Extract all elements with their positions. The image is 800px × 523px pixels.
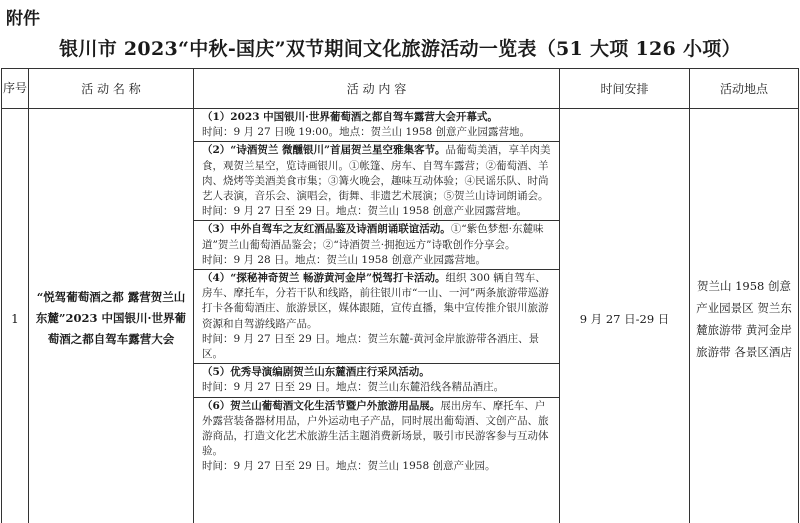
item-heading: （1）2023 中国银川·世界葡萄酒之都自驾车露营大会开幕式。	[202, 111, 498, 123]
activity-name: “悦驾葡萄酒之都 露营贺兰山东麓”2023 中国银川·世界葡萄酒之都自驾车露营大会	[29, 109, 194, 523]
item-description: ①“紫色梦想·东麓味道”贺兰山葡萄酒品鉴会；②“诗酒贺兰·拥抱远方”诗歌创作分享会。	[202, 223, 544, 251]
item-heading: （5）优秀导演编剧贺兰山东麓酒庄行采风活动。	[202, 366, 430, 379]
header-name: 活 动 名 称	[29, 69, 194, 109]
item-schedule: 时间：9 月 28 日。地点：贺兰山 1958 创意产业园露营地。	[202, 253, 486, 266]
table-row	[2, 109, 799, 523]
item-schedule: 时间：9 月 27 日至 29 日。地点：贺兰山 1958 创意产业园。	[202, 460, 496, 473]
activity-table	[1, 68, 799, 523]
activity-time: 9 月 27 日-29 日	[560, 109, 690, 523]
item-heading: （2）“诗酒贺兰 微醺银川”首届贺兰星空雅集客节。	[202, 144, 446, 157]
content-item	[194, 109, 559, 142]
content-item	[194, 364, 559, 397]
item-schedule: 时间：9 月 27 日至 29 日。地点：贺兰东麓-黄河金岸旅游带各酒庄、景区。	[202, 332, 540, 361]
item-heading: （4）“探秘神奇贺兰 畅游黄河金岸”悦驾打卡活动。	[202, 272, 446, 285]
item-heading: （6）贺兰山葡萄酒文化生活节暨户外旅游用品展。	[202, 399, 441, 412]
item-schedule: 时间：9 月 27 日晚 19:00。地点：贺兰山 1958 创意产业园露营地。	[202, 126, 531, 139]
content-item	[194, 270, 559, 364]
content-item	[194, 398, 559, 476]
header-no: 序号	[2, 69, 29, 109]
content-item	[194, 142, 559, 221]
header-content: 活 动 内 容	[194, 69, 560, 109]
document-title: 银川市 2023“中秋-国庆”双节期间文化旅游活动一览表（51 大项 126 小项）	[59, 38, 741, 60]
activity-place: 贺兰山 1958 创意产业园景区 贺兰东麓旅游带 黄河金岸旅游带 各景区酒店	[690, 109, 799, 523]
item-description: 展出房车、摩托车、户外露营装备器材用品，户外运动电子产品，同时展出葡萄酒、文创产品、旅游商品，打造文化艺术旅游生活主题消费新场景，吸引市民游客参与互动体验。	[202, 399, 549, 458]
row-number: 1	[2, 109, 29, 523]
table-header-row	[2, 69, 799, 109]
item-schedule: 时间：9 月 27 日至 29 日。地点：贺兰山东麓沿线各精品酒庄。	[202, 381, 505, 394]
content-item	[194, 221, 559, 270]
activity-content	[194, 109, 560, 523]
item-description: 组织 300 辆自驾车、房车、摩托车，分若干队和线路，前往银川市“一山、一河”两条旅游带巡游打卡各葡萄酒庄、旅游景区，媒体跟随，宣传直播，集中宣传推介银川旅游资源和自驾游线路产品。	[202, 272, 549, 330]
attachment-label: 附件	[6, 9, 40, 29]
header-place: 活动地点	[690, 69, 799, 109]
item-description: 品葡萄美酒，享羊肉美食，观贺兰星空，览诗画银川。①帐篷、房车、自驾车露营；②葡萄酒、羊肉、烧烤等美酒美食市集；③篝火晚会，趣味互动体验；④民谣乐队、时尚艺人表演，音乐会、演唱会，街舞、非遗艺术展演；⑤贺兰山诗词朗诵会。	[202, 144, 551, 203]
item-heading: （3）中外自驾车之友红酒品鉴及诗酒朗诵联谊活动。	[202, 223, 451, 236]
header-time: 时间安排	[560, 69, 690, 109]
item-schedule: 时间：9 月 27 日至 29 日。地点：贺兰山 1958 创意产业园露营地。	[202, 205, 527, 218]
